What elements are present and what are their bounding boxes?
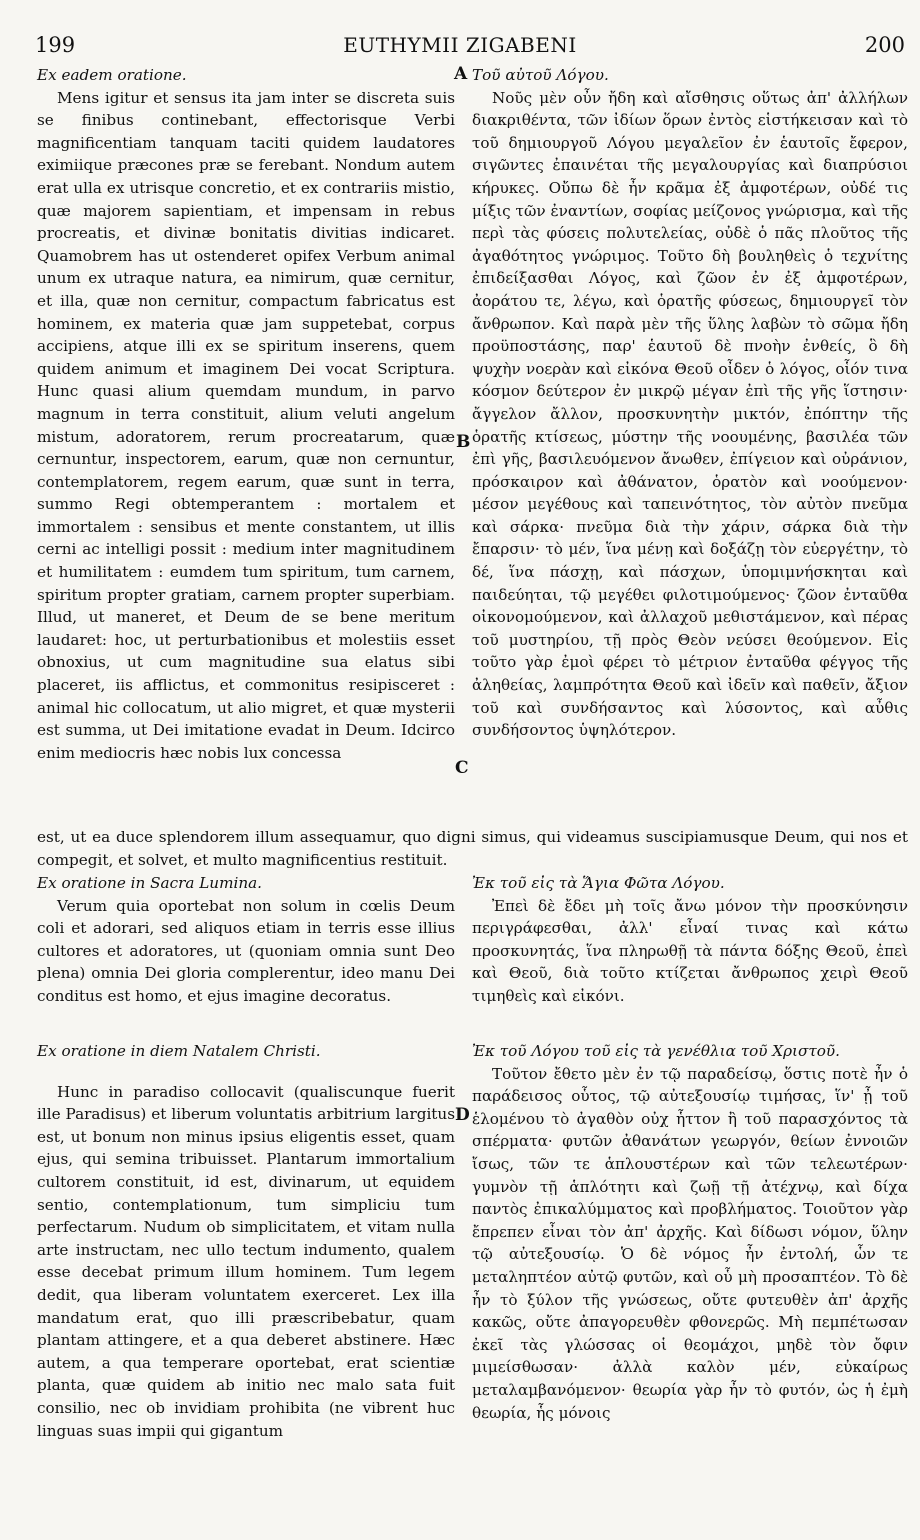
latin-paragraph: Hunc in paradiso collocavit (qualiscunque fuerit ille Paradisus) et liberum voluntatis arbitrium largitus est, ut bonum non minus ipsius eligentis esset, quam ejus, qui semina tribuisset. Plantarum immortalium cultorem constituit, id est, divinarum, ut equidem sentio, contemplationum, tum simpliciu tum perfectarum. Nudum ob simplicitatem, et vitam nulla arte instructam, nec ullo tectum indumento, qualem esse decebat primum illum hominem. Tum legem dedit, qua liberam voluntatem exerceret. Lex illa mandatum erat, quo illi præscribebatur, quam plantam attingere, et a qua deberet abstinere. Hæc autem, a qua temperare oportebat, erat scientiæ planta, quæ quidem ab initio nec malo sata fuit consilio, nec ob invidiam prohibita (ne vibrent huc linguas suas impii qui gigantum	[37, 1082, 455, 1440]
latin-continuation	[37, 826, 908, 871]
page-number-right: 200	[864, 33, 905, 57]
margin-marker-a: A	[454, 64, 468, 84]
latin-continuation-text: est, ut ea duce splendorem illum assequamur, quo digni simus, qui videamus suscipiamusque Deum, qui nos et compegit, et solvet, et multo magnificentius restituit.	[37, 828, 908, 869]
greek-column-section-2	[472, 872, 908, 1008]
latin-column-section-1	[37, 64, 455, 764]
latin-section-title: Ex oratione in diem Natalem Christi.	[37, 1042, 321, 1060]
latin-section-title: Ex oratione in Sacra Lumina.	[37, 874, 263, 892]
running-title: EUTHYMII ZIGABENI	[343, 33, 577, 57]
latin-paragraph: Mens igitur et sensus ita jam inter se discreta suis se finibus continebant, effectorisque Verbi magnificentiam tanquam taciti quidem laudatores eximiique præcones præ se ferebant. Nondum autem erat ulla ex utrisque concretio, et ex contrariis mistio, quæ majorem sapientiam, et impensam in rebus procreatis, et divinæ bonitatis divitias indicaret. Quamobrem has ut ostenderet opifex Verbum animal unum ex utraque natura, ea nimirum, quæ cernitur, et illa, quæ non cernitur, compactum fabricatus est hominem, ex materia quæ jam suppetebat, corpus accipiens, atque illi ex se spiritum inserens, quem quidem animum et imaginem Dei vocat Scriptura. Hunc quasi alium quemdam mundum, in parvo magnum in terra constituit, alium veluti angelum mistum, adoratorem, rerum procreatarum, quæ cernuntur, inspectorem, earum, quæ non cernuntur, contemplatorem, regem earum, quæ sunt in terra, summo Regi obtemperantem : mortalem et immortalem : sensibus et mente constantem, ut illis cerni ac intelligi possit : medium inter magnitudinem et humilitatem : eumdem tum spiritum, tum carnem, spiritum propter gratiam, carnem propter superbiam. Illud, ut maneret, et Deum de se bene meritum laudaret: hoc, ut perturbationibus et molestiis esset obnoxius, ut cum magnitudine sua elatus sibi placeret, iis afflictus, et commonitus resipisceret : animal hic collocatum, ut alio migret, et quæ mysterii est summa, ut Dei imitatione evadat in Deum. Idcirco enim mediocris hæc nobis lux concessa	[37, 88, 455, 762]
margin-marker-d: D	[455, 1105, 470, 1125]
greek-section-title: Ἐκ τοῦ Λόγου τοῦ εἰς τὰ γενέθλια τοῦ Χριστοῦ.	[472, 1042, 840, 1060]
greek-paragraph: Τοῦτον ἔθετο μὲν ἐν τῷ παραδείσῳ, ὅστις ποτὲ ἦν ὁ παράδεισος οὗτος, τῷ αὐτεξουσίῳ τιμήσας, ἵν' ᾖ τοῦ ἑλομένου τὸ ἀγαθὸν οὐχ ἧττον ἢ τοῦ παρασχόντος τὰ σπέρματα· φυτῶν ἀθανάτων γεωργόν, θείων ἐννοιῶν ἴσως, τῶν τε ἁπλουστέρων καὶ τῶν τελεωτέρων· γυμνὸν τῇ ἁπλότητι καὶ ζωῇ τῇ ἀτέχνῳ, καὶ δίχα παντὸς ἐπικαλύμματος καὶ προβλήματος. Τοιοῦτον γὰρ ἔπρεπεν εἶναι τὸν ἀπ' ἀρχῆς. Καὶ δίδωσι νόμον, ὕλην τῷ αὐτεξουσίῳ. Ὁ δὲ νόμος ἦν ἐντολή, ὧν τε μεταληπτέον αὐτῷ φυτῶν, καὶ οὗ μὴ προσαπτέον. Τὸ δὲ ἦν τὸ ξύλον τῆς γνώσεως, οὔτε φυτευθὲν ἀπ' ἀρχῆς κακῶς, οὔτε ἀπαγορευθὲν φθονερῶς. Μὴ πεμπέτωσαν ἐκεῖ τὰς γλώσσας οἱ θεομάχοι, μηδὲ τὸν ὄφιν μιμείσθωσαν· ἀλλὰ καλὸν μέν, εὐκαίρως μεταλαμβανόμενον· θεωρία γὰρ ἦν τὸ φυτόν, ὡς ἡ ἐμὴ θεωρία, ἧς μόνοις	[472, 1064, 908, 1422]
latin-column-section-3	[37, 1040, 455, 1442]
page-number-left: 199	[35, 33, 76, 57]
greek-section-title: Τοῦ αὐτοῦ Λόγου.	[472, 66, 609, 84]
greek-column-section-1	[472, 64, 908, 742]
greek-section-title: Ἐκ τοῦ εἰς τὰ Ἅγια Φῶτα Λόγου.	[472, 874, 725, 892]
margin-marker-b: B	[456, 432, 471, 452]
greek-paragraph: Ἐπεὶ δὲ ἔδει μὴ τοῖς ἄνω μόνον τὴν προσκύνησιν περιγράφεσθαι, ἀλλ' εἶναί τινας καὶ κάτω προσκυνητάς, ἵνα πληρωθῇ τὰ πάντα δόξης Θεοῦ, ἐπεὶ καὶ Θεοῦ, διὰ τοῦτο κτίζεται ἄνθρωπος χειρὶ Θεοῦ τιμηθεὶς καὶ εἰκόνι.	[472, 896, 908, 1005]
latin-column-section-2	[37, 872, 455, 1008]
greek-column-section-3	[472, 1040, 908, 1424]
margin-marker-c: C	[455, 758, 469, 778]
latin-section-title: Ex eadem oratione.	[37, 66, 187, 84]
greek-paragraph: Νοῦς μὲν οὖν ἤδη καὶ αἴσθησις οὕτως ἀπ' ἀλλήλων διακριθέντα, τῶν ἰδίων ὅρων ἐντὸς εἱστήκεισαν καὶ τὸ τοῦ δημιουργοῦ Λόγου μεγαλεῖον ἐν ἑαυτοῖς ἔφερον, σιγῶντες ἐπαινέται τῆς μεγαλουργίας καὶ διαπρύσιοι κήρυκες. Οὔπω δὲ ἦν κρᾶμα ἐξ ἀμφοτέρων, οὐδέ τις μίξις τῶν ἐναντίων, σοφίας μείζονος γνώρισμα, καὶ τῆς περὶ τὰς φύσεις πολυτελείας, οὐδὲ ὁ πᾶς πλοῦτος τῆς ἀγαθότητος γνώριμος. Τοῦτο δὴ βουληθεὶς ὁ τεχνίτης ἐπιδείξασθαι Λόγος, καὶ ζῶον ἐν ἐξ ἀμφοτέρων, ἀοράτου τε, λέγω, καὶ ὁρατῆς φύσεως, δημιουργεῖ τὸν ἄνθρωπον. Καὶ παρὰ μὲν τῆς ὕλης λαβὼν τὸ σῶμα ἤδη προϋποστάσης, παρ' ἑαυτοῦ δὲ πνοὴν ἐνθείς, ὃ δὴ ψυχὴν νοερὰν καὶ εἰκόνα Θεοῦ οἶδεν ὁ λόγος, οἷόν τινα κόσμον δεύτερον ἐν μικρῷ μέγαν ἐπὶ τῆς γῆς ἵστησιν· ἄγγελον ἄλλον, προσκυνητὴν μικτόν, ἐπόπτην τῆς ὁρατῆς κτίσεως, μύστην τῆς νοουμένης, βασιλέα τῶν ἐπὶ γῆς, βασιλευόμενον ἄνωθεν, ἐπίγειον καὶ οὐράνιον, πρόσκαιρον καὶ ἀθάνατον, ὁρατὸν καὶ νοούμενον· μέσον μεγέθους καὶ ταπεινότητος, τὸν αὐτὸν πνεῦμα καὶ σάρκα· πνεῦμα διὰ τὴν χάριν, σάρκα διὰ τὴν ἔπαρσιν· τὸ μέν, ἵνα μένῃ καὶ δοξάζῃ τὸν εὐεργέτην, τὸ δέ, ἵνα πάσχῃ, καὶ πάσχων, ὑπομιμνήσκηται καὶ παιδεύηται, τῷ μεγέθει φιλοτιμούμενος· ζῶον ἐνταῦθα οἰκονομούμενον, καὶ ἀλλαχοῦ μεθιστάμενον, καὶ πέρας τοῦ μυστηρίου, τῇ πρὸς Θεὸν νεύσει θεούμενον. Εἰς τοῦτο γὰρ ἐμοὶ φέρει τὸ μέτριον ἐνταῦθα φέγγος τῆς ἀληθείας, λαμπρότητα Θεοῦ καὶ ἰδεῖν καὶ παθεῖν, ἄξιον τοῦ καὶ συνδήσαντος καὶ λύσοντος, καὶ αὖθις συνδήσοντος ὑψηλότερον.	[472, 88, 908, 740]
latin-paragraph: Verum quia oportebat non solum in cœlis Deum coli et adorari, sed aliquos etiam in terris esse illius cultores et adoratores, ut (quoniam omnia sunt Deo plena) omnia Dei gloria complerentur, ideo manu Dei conditus est homo, et ejus imagine decoratus.	[37, 896, 455, 1005]
